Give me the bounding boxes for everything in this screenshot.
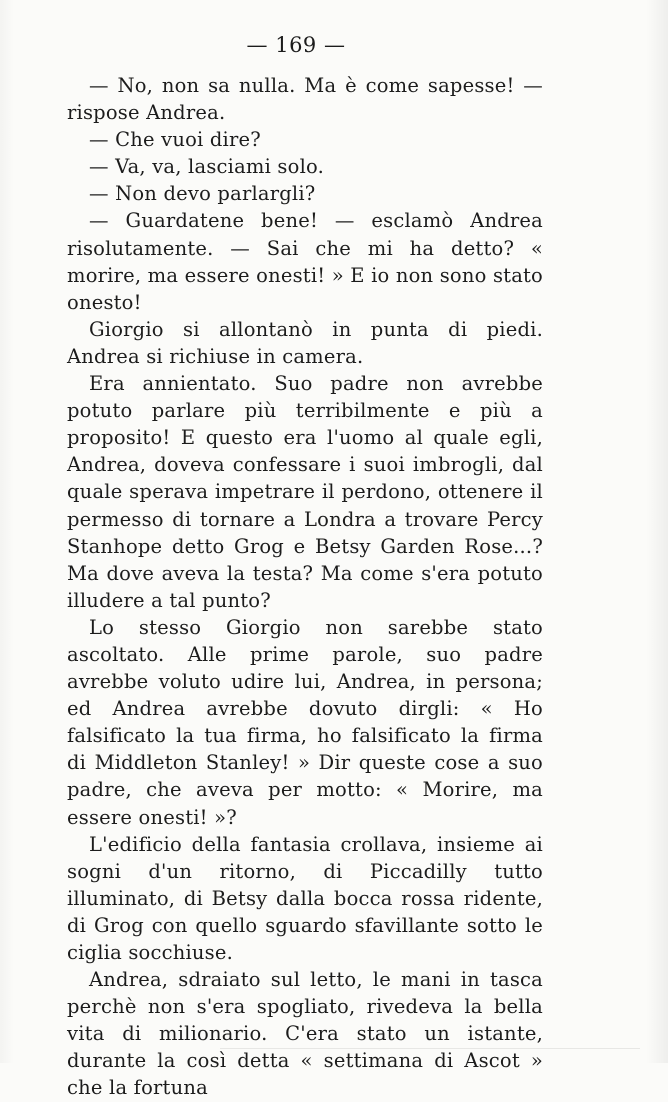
paragraph: — Va, va, lasciami solo.: [89, 155, 325, 179]
page-bottom-edge: [220, 1048, 640, 1049]
paragraph: — No, non sa nulla. Ma è come sapesse! — rispose Andrea.: [67, 74, 543, 125]
paragraph: Lo stesso Giorgio non sarebbe stato ascoltato. Alle prime parole, suo padre avrebbe voluto udire lui, Andrea, in persona; ed Andrea avrebbe dovuto dirgli: « Ho falsificato la tua firma, ho falsificato la firma di Middleton Stanley! » Dir queste cose a suo padre, che aveva per motto: « Morire, ma essere onesti! »?: [67, 615, 543, 829]
paragraph: Era annientato. Suo padre non avrebbe potuto parlare più terribilmente e più a proposito! E questo era l'uomo al quale egli, Andrea, doveva confessare i suoi imbrogli, dal quale sperava impetrare il perdono, ottenere il permesso di tornare a Londra a trovare Percy Stanhope detto Grog e Betsy Garden Rose...? Ma dove aveva la testa? Ma come s'era potuto illudere a tal punto?: [67, 372, 543, 612]
paragraph: L'edificio della fantasia crollava, insieme ai sogni d'un ritorno, di Piccadilly tutto illuminato, di Betsy dalla bocca rossa ridente, di Grog con quello sguardo sfavillante sotto le ciglia socchiuse.: [67, 832, 543, 964]
page-number: — 169 —: [246, 33, 346, 57]
body-text: [67, 72, 543, 1102]
paragraph: Giorgio si allontanò in punta di piedi. Andrea si richiuse in camera.: [67, 317, 543, 368]
page-shadow-left: [0, 0, 14, 1063]
page-shadow-right: [646, 0, 668, 1063]
paragraph: — Guardatene bene! — esclamò Andrea risolutamente. — Sai che mi ha detto? « morire, ma essere onesti! » E io non sono stato onesto!: [67, 209, 543, 314]
paragraph: Andrea, sdraiato sul letto, le mani in tasca perchè non s'era spogliato, rivedeva la bella vita di milionario. C'era stato un istante, durante la così detta « settimana di Ascot » che la fortuna: [67, 968, 543, 1100]
paragraph: — Non devo parlargli?: [89, 182, 316, 206]
paragraph: — Che vuoi dire?: [89, 128, 261, 152]
